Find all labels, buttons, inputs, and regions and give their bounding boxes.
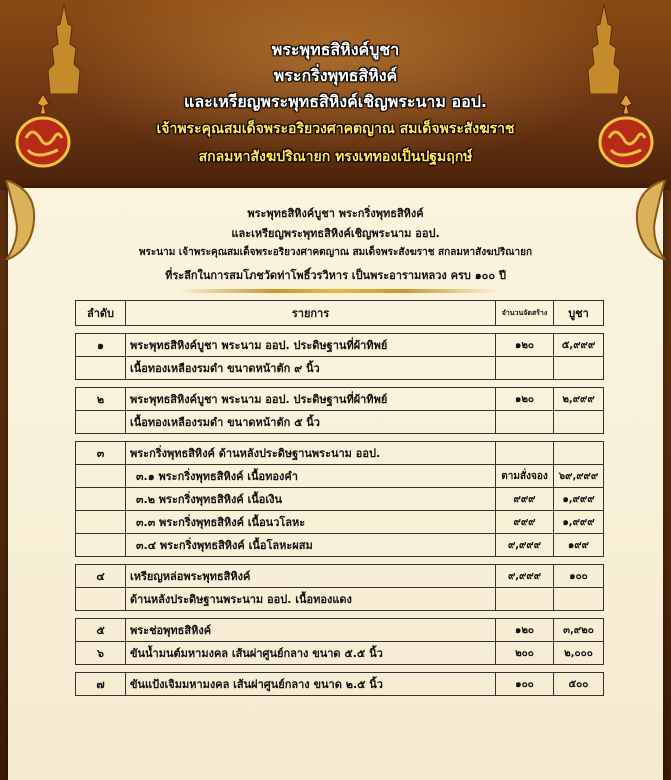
header-title-3: และเหรียญพระพุทธสิหิงค์เชิญพระนาม ออป.	[184, 92, 487, 111]
row-price: ๒,๙๙๙	[554, 388, 604, 411]
row-qty	[496, 411, 554, 434]
table-row	[76, 588, 604, 611]
table-spacer	[76, 326, 604, 334]
row-price	[554, 357, 604, 380]
row-qty: ตามสั่งจอง	[496, 465, 554, 488]
row-price: ๖๙,๙๙๙	[554, 465, 604, 488]
row-no	[76, 588, 126, 611]
row-item: ๓.๑ พระกริ่งพุทธสิหิงค์ เนื้อทองคำ	[126, 465, 496, 488]
row-item: พระพุทธสิหิงค์บูชา พระนาม ออป. ประดิษฐานที่ผ้าทิพย์	[126, 388, 496, 411]
row-qty: ๑๒๐	[496, 619, 554, 642]
table-spacer	[76, 665, 604, 673]
row-no: ๖	[76, 642, 126, 665]
row-no	[76, 488, 126, 511]
header-qty: จำนวนจัดสร้าง	[496, 301, 554, 326]
row-qty	[496, 588, 554, 611]
scroll-curl-right	[631, 180, 671, 260]
row-no	[76, 465, 126, 488]
opp-emblem-icon	[14, 92, 72, 170]
row-item: พระกริ่งพุทธสิหิงค์ ด้านหลังประดิษฐานพระนาม ออป.	[126, 442, 496, 465]
row-qty: ๒๐๐	[496, 642, 554, 665]
table-row	[76, 357, 604, 380]
intro-line-4: ที่ระลึกในการสมโภชวัดท่าโพธิ์วรวิหาร เป็นพระอารามหลวง ครบ ๑๐๐ ปี	[165, 269, 506, 282]
row-price: ๑,๙๙๙	[554, 511, 604, 534]
row-price: ๒,๐๐๐	[554, 642, 604, 665]
table-row	[76, 488, 604, 511]
table-row	[76, 642, 604, 665]
table-row	[76, 442, 604, 465]
header-item: รายการ	[126, 301, 496, 326]
row-qty: ๙,๙๙๙	[496, 565, 554, 588]
row-price: ๓,๙๒๐	[554, 619, 604, 642]
row-price: ๑๙๙	[554, 534, 604, 557]
row-price: ๕๐๐	[554, 673, 604, 696]
row-qty: ๑๒๐	[496, 334, 554, 357]
row-qty: ๙๙๙	[496, 488, 554, 511]
row-item: ขันน้ำมนต์มหามงคล เส้นผ่าศูนย์กลาง ขนาด ๕.๕ นิ้ว	[126, 642, 496, 665]
header-price: บูชา	[554, 301, 604, 326]
row-no	[76, 357, 126, 380]
table-spacer	[76, 380, 604, 388]
table-row	[76, 565, 604, 588]
row-item: พระช่อพุทธสิหิงค์	[126, 619, 496, 642]
header-no: ลำดับ	[76, 301, 126, 326]
row-item: เนื้อทองเหลืองรมดำ ขนาดหน้าตัก ๙ นิ้ว	[126, 357, 496, 380]
intro-line-1: พระพุทธสิหิงค์บูชา พระกริ่งพุทธสิหิงค์	[247, 207, 424, 220]
row-qty	[496, 442, 554, 465]
row-price	[554, 588, 604, 611]
gold-divider	[178, 289, 498, 293]
table-row	[76, 534, 604, 557]
row-price	[554, 442, 604, 465]
price-table	[75, 300, 604, 696]
row-no: ๓	[76, 442, 126, 465]
table-spacer	[76, 611, 604, 619]
table-row	[76, 411, 604, 434]
row-item: ขันแป้งเจิมมหามงคล เส้นผ่าศูนย์กลาง ขนาด ๒.๕ นิ้ว	[126, 673, 496, 696]
row-no: ๔	[76, 565, 126, 588]
table-row	[76, 511, 604, 534]
intro-line-3: พระนาม เจ้าพระคุณสมเด็จพระอริยวงศาคตญาณ สมเด็จพระสังฆราช สกลมหาสังฆปริณายก	[138, 247, 533, 258]
table-spacer	[76, 434, 604, 442]
row-item: เหรียญหล่อพระพุทธสิหิงค์	[126, 565, 496, 588]
row-price	[554, 411, 604, 434]
table-row	[76, 388, 604, 411]
row-qty: ๑๐๐	[496, 673, 554, 696]
row-item: ๓.๒ พระกริ่งพุทธสิหิงค์ เนื้อเงิน	[126, 488, 496, 511]
header-subtitle-1: เจ้าพระคุณสมเด็จพระอริยวงศาคตญาณ สมเด็จพระสังฆราช	[156, 121, 515, 137]
row-price: ๑,๙๙๙	[554, 488, 604, 511]
opp-emblem-icon	[597, 92, 655, 170]
row-no: ๕	[76, 619, 126, 642]
table-row	[76, 334, 604, 357]
row-no: ๒	[76, 388, 126, 411]
row-item: ด้านหลังประดิษฐานพระนาม ออป. เนื้อทองแดง	[126, 588, 496, 611]
row-item: ๓.๔ พระกริ่งพุทธสิหิงค์ เนื้อโลหะผสม	[126, 534, 496, 557]
header-title-2: พระกริ่งพุทธสิหิงค์	[273, 66, 398, 85]
row-qty	[496, 357, 554, 380]
header-title-1: พระพุทธสิหิงค์บูชา	[271, 40, 400, 59]
row-item: ๓.๓ พระกริ่งพุทธสิหิงค์ เนื้อนวโลหะ	[126, 511, 496, 534]
table-row	[76, 619, 604, 642]
row-no	[76, 411, 126, 434]
row-qty: ๙๙๙	[496, 511, 554, 534]
header-subtitle-2: สกลมหาสังฆปริณายก ทรงเททองเป็นปฐมฤกษ์	[198, 149, 473, 165]
row-price: ๕,๙๙๙	[554, 334, 604, 357]
row-item: พระพุทธสิหิงค์บูชา พระนาม ออป. ประดิษฐานที่ผ้าทิพย์	[126, 334, 496, 357]
table-spacer	[76, 557, 604, 565]
table-header-row	[76, 301, 604, 326]
row-no	[76, 511, 126, 534]
parchment-scroll	[8, 188, 663, 780]
table-row	[76, 465, 604, 488]
row-no	[76, 534, 126, 557]
scroll-curl-left	[0, 180, 40, 260]
row-qty: ๑๒๐	[496, 388, 554, 411]
intro-line-2: และเหรียญพระพุทธสิหิงค์เชิญพระนาม ออป.	[231, 227, 440, 240]
row-item: เนื้อทองเหลืองรมดำ ขนาดหน้าตัก ๕ นิ้ว	[126, 411, 496, 434]
header-banner	[0, 0, 671, 190]
row-price: ๑๐๐	[554, 565, 604, 588]
row-no: ๗	[76, 673, 126, 696]
table-row	[76, 673, 604, 696]
row-qty: ๙,๙๙๙	[496, 534, 554, 557]
row-no: ๑	[76, 334, 126, 357]
